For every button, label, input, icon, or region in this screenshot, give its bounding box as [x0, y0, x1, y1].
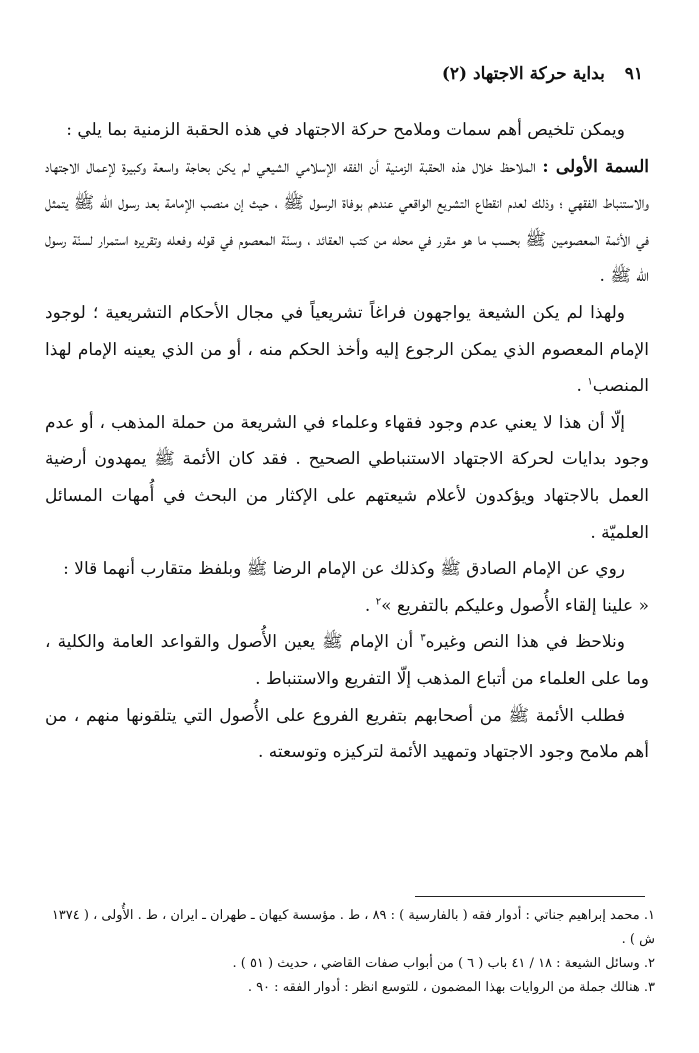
running-header	[43, 64, 643, 94]
footnotes	[43, 904, 655, 1000]
intro-paragraph: ويمكن تلخيص أهم سمات وملامح حركة الاجتهاد في هذه الحقبة الزمنية بما يلي :	[66, 120, 625, 140]
footnote-divider	[415, 896, 645, 897]
footnote-2: ٢. وسائل الشيعة : ١٨ / ٤١ باب ( ٦ ) من أبواب صفات القاضي ، حديث ( ٥١ ) .	[232, 956, 655, 971]
running-title: بداية حركة الاجتهاد (٢)	[441, 64, 605, 84]
quote-paragraph: « علينا إلقاء الأُصول وعليكم بالتفريع »$^٢$ .	[364, 595, 649, 616]
paragraph-observation	[45, 624, 649, 697]
paragraph-narration: روي عن الإمام الصادق ﷺ وكذلك عن الإمام الرضا ﷺ وبلفظ متقارب أنهما قالا :	[63, 559, 625, 580]
trait-one-text: الملاحظ خلال هذه الحقبة الزمنية أن الفقه الإسلامي الشيعي لم يكن بحاجة واسعة وكبيرة لإعمال الاجتهاد والاستنباط الفقهي ؛ وذلك لعدم انقطاع التشريع الواقعي عندهم بوفاة الرسول ﷺ ، حيث إن منصب الإمامة بعد رسول الله ﷺ يتمثل في الأئمة المعصومين ﷺ بحسب ما هو مقرر في محله من كتب العقائد ، وسنّة المعصوم في قوله وفعله وتقريره استمرار لسنّة رسول الله ﷺ .	[45, 156, 649, 287]
trait-one-term: السمة الأولى :	[542, 156, 649, 177]
footnote-ref-1: ١	[587, 376, 593, 388]
page-number: ٩١	[624, 64, 643, 84]
main-text	[45, 112, 649, 771]
paragraph-jurists-existence: إلّا أن هذا لا يعني عدم وجود فقهاء وعلماء في الشريعة من حملة المذهب ، أو عدم وجود بدايات لحركة الاجتهاد الاستنباطي الصحيح . فقد كان الأئمة ﷺ يمهدون أرضية العمل بالاجتهاد ويؤكدون لأعلام شيعتهم على الإكثار من البحث في أُمهات المسائل العلميّة .	[45, 412, 649, 543]
footnote-1: ١. محمد إبراهيم جناتي : أدوار فقه ( بالفارسية ) : ٨٩ ، ط . مؤسسة كيهان ـ طهران ـ ايران ، ط . الأُولى ، ( ١٣٧٤ ش ) .	[51, 908, 655, 947]
footnote-ref-3: ٣	[420, 632, 426, 644]
trait-one-paragraph	[45, 149, 649, 295]
paragraph-no-legislative-gap-text: ولهذا لم يكن الشيعة يواجهون فراغاً تشريعياً في مجال الأحكام التشريعية ؛ لوجود الإمام المعصوم الذي يمكن الرجوع إليه وأخذ الحكم منه ، أو من الذي يعينه الإمام لهذا المنصب	[45, 302, 649, 397]
footnote-ref-2: ٢	[375, 596, 382, 608]
paragraph-conclusion: فطلب الأئمة ﷺ من أصحابهم بتفريع الفروع على الأُصول التي يتلقونها منهم ، من أهم ملامح وجود الاجتهاد وتمهيد الأئمة لتركيزه وتوسعته .	[45, 705, 649, 763]
paragraph-observation-rest: أن الإمام ﷺ يعين الأُصول والقواعد العامة والكلية ، وما على العلماء من أتباع المذهب إلّا التفريع والاستنباط .	[45, 632, 649, 689]
paragraph-observation-lead: ونلاحظ في هذا النص وغيره	[425, 632, 625, 653]
footnote-3: ٣. هنالك جملة من الروايات بهذا المضمون ، للتوسع انظر : أدوار الفقه : ٩٠ .	[247, 980, 655, 995]
paragraph-no-legislative-gap: ولهذا لم يكن الشيعة يواجهون فراغاً تشريعياً في مجال الأحكام التشريعية ؛ لوجود الإمام المعصوم الذي يمكن الرجوع إليه وأخذ الحكم منه ، أو من الذي يعينه الإمام لهذا المنصب$^١$ .	[45, 302, 649, 397]
quote-text: « علينا إلقاء الأُصول وعليكم بالتفريع »	[381, 595, 649, 616]
